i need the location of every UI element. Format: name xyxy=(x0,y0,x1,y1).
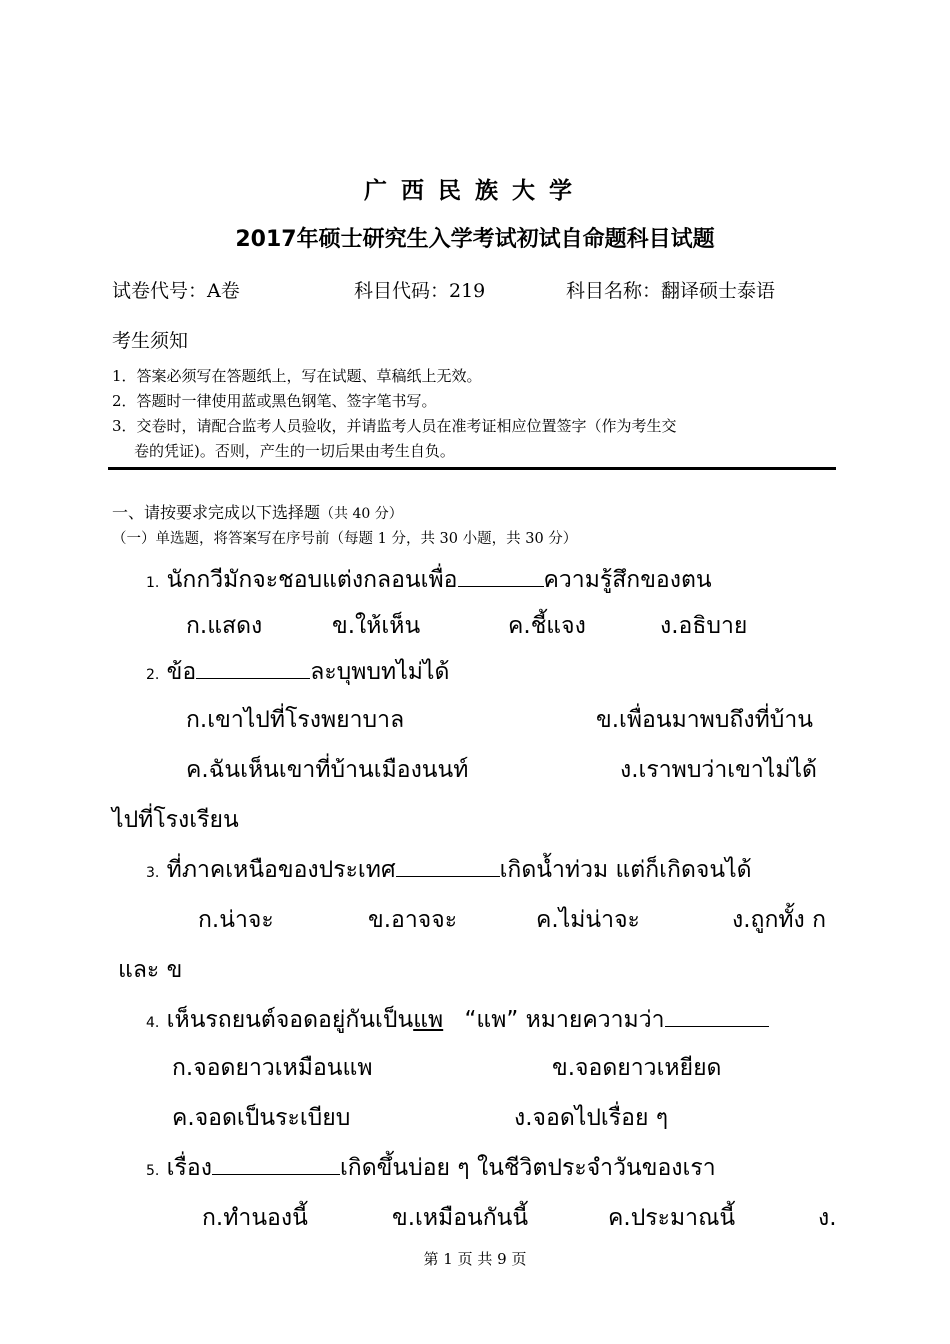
question-text: “แพ” หมายความว่า xyxy=(464,1007,665,1033)
question-text: เห็นรถยนต์จอดอยู่กันเป็น xyxy=(166,1007,414,1033)
underlined-word: แพ xyxy=(413,1007,444,1033)
option-b: ข.จอดยาวเหยียด xyxy=(552,1055,722,1081)
option-b: ข.ให้เห็น xyxy=(332,613,421,639)
question-5 xyxy=(146,1150,716,1186)
option-c: ค.ไม่น่าจะ xyxy=(536,907,640,933)
page-number: 第 1 页 共 9 页 xyxy=(423,1250,527,1268)
notice-item: 2．答题时一律使用蓝或黑色钢笔、签字笔书写。 xyxy=(112,392,437,410)
section-subheading: （一）单选题，将答案写在序号前（每题 1 分，共 30 小题，共 30 分） xyxy=(112,531,578,547)
question-number: 1. xyxy=(146,575,160,591)
option-d: ง.ถูกทั้ง ก xyxy=(732,907,827,933)
question-number: 5. xyxy=(146,1163,160,1179)
option-d-continued: และ ข xyxy=(118,957,183,983)
option-a: ก.จอดยาวเหมือนแพ xyxy=(172,1055,373,1081)
question-number: 3. xyxy=(146,865,160,881)
section-heading-text: 一、请按要求完成以下选择题 xyxy=(112,503,321,522)
section-heading xyxy=(112,500,403,523)
question-3 xyxy=(146,852,752,888)
notice-item: 卷的凭证)。否则，产生的一切后果由考生自负。 xyxy=(134,442,455,460)
option-d-continued: ไปที่โรงเรียน xyxy=(112,807,239,833)
option-d: ง.จอดไปเรื่อย ๆ xyxy=(514,1105,669,1131)
university-name: 广西民族大学 xyxy=(364,178,586,204)
question-2 xyxy=(146,654,449,690)
answer-blank xyxy=(212,1154,340,1175)
option-a: ก.ทำนองนี้ xyxy=(202,1205,308,1231)
question-text: เรื่อง xyxy=(166,1155,212,1181)
option-d: ง.อธิบาย xyxy=(660,613,748,639)
option-c: ค.ชี้แจง xyxy=(508,613,586,639)
paper-code: 试卷代号：A卷 xyxy=(112,280,240,302)
question-text: ความรู้สึกของตน xyxy=(543,567,712,593)
answer-blank xyxy=(458,566,544,587)
notice-item: 1．答案必须写在答题纸上，写在试题、草稿纸上无效。 xyxy=(112,367,482,385)
question-number: 4. xyxy=(146,1015,160,1031)
question-text: ที่ภาคเหนือของประเทศ xyxy=(166,857,396,883)
section-points: （共 40 分） xyxy=(320,506,403,522)
option-c: ค.ฉันเห็นเขาที่บ้านเมืองนนท์ xyxy=(186,757,469,783)
subject-name: 科目名称：翻译硕士泰语 xyxy=(566,280,776,302)
question-text: นักกวีมักจะชอบแต่งกลอนเพื่อ xyxy=(166,567,458,593)
question-text: เกิดขึ้นบ่อย ๆ ในชีวิตประจำวันของเรา xyxy=(339,1155,716,1181)
subject-code: 科目代码：219 xyxy=(354,280,486,302)
option-c: ค.ประมาณนี้ xyxy=(608,1205,736,1231)
answer-blank xyxy=(396,856,500,877)
option-b: ข.เหมือนกันนี้ xyxy=(392,1205,529,1231)
question-text: ละบุพบทไม่ได้ xyxy=(310,659,450,685)
notice-item: 3．交卷时，请配合监考人员验收，并请监考人员在准考证相应位置签字（作为考生交 xyxy=(112,417,677,435)
question-number: 2. xyxy=(146,667,160,683)
option-b: ข.อาจจะ xyxy=(368,907,458,933)
option-b: ข.เพื่อนมาพบถึงที่บ้าน xyxy=(596,707,813,733)
question-text: เกิดน้ำท่วม แต่ก็เกิดจนได้ xyxy=(499,857,752,883)
option-d: ง.เราพบว่าเขาไม่ได้ xyxy=(620,757,817,783)
option-a: ก.แสดง xyxy=(186,613,263,639)
question-4 xyxy=(146,1002,769,1038)
option-a: ก.เขาไปที่โรงพยาบาล xyxy=(186,707,405,733)
answer-blank xyxy=(196,658,310,679)
question-1 xyxy=(146,562,712,598)
option-d: ง. xyxy=(818,1205,837,1231)
exam-title: 2017年硕士研究生入学考试初试自命题科目试题 xyxy=(235,227,715,252)
notice-heading: 考生须知 xyxy=(112,330,189,352)
question-text: ข้อ xyxy=(166,659,197,685)
option-c: ค.จอดเป็นระเบียบ xyxy=(172,1105,351,1131)
answer-blank xyxy=(665,1006,769,1027)
divider xyxy=(108,467,836,470)
option-a: ก.น่าจะ xyxy=(198,907,274,933)
